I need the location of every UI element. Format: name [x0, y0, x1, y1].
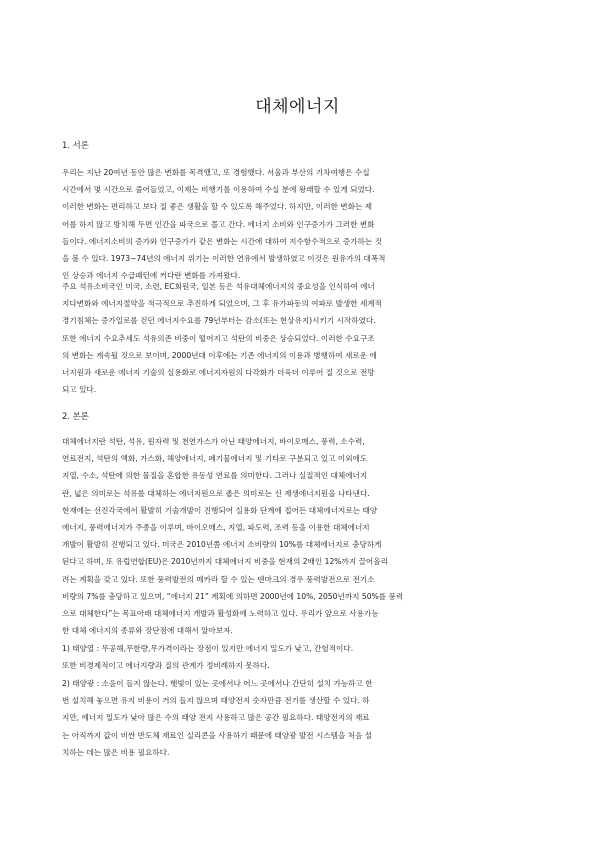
text-line: 비량의 7%를 충당하고 있으며, “에너지 21” 계획에 의하면 2000년에 10%, 2050년까지 50%를 풍력	[62, 591, 404, 601]
text-line: 들이다. 에너지소비의 증가와 인구증가가 같은 변화는 시간에 대하여 지수함수적으로 증가하는 것	[62, 236, 382, 246]
text-line: 란, 넓은 의미로는 석유를 대체하는 에너지원으로 좁은 의미로는 신 재생에너지원을 나타낸다.	[62, 488, 370, 498]
text-line: 려는 계획을 갖고 있다. 또한 풍력발전의 메카라 할 수 있는 덴마크의 경우 풍력발전으로 전기소	[62, 574, 375, 584]
text-line: 의 변화는 계속될 것으로 보이며, 2000년대 이후에는 기존 에너지의 이용과 병행하여 새로운 에	[62, 350, 377, 360]
text-line: 지열, 수소, 석탄에 의한 물질을 혼합한 유동성 연료를 의미한다. 그러나 실질적인 대체에너지	[62, 471, 368, 481]
introduction-paragraph-1	[62, 164, 527, 284]
text-line: 인 상승과 에너지 수급패턴에 커다란 변화를 가져왔다.	[62, 271, 241, 281]
text-line: 또한 비경제적이고 에너지량과 질의 관계가 정비례하지 못하다.	[62, 661, 270, 671]
text-line: 으로 대체한다”는 목표아래 대체에너지 개발과 활성화에 노력하고 있다. 우리가 앞으로 사용가능	[62, 608, 379, 618]
body-paragraph-1	[62, 433, 527, 639]
text-line: 된다고 하며, 또 유럽연합(EU)은 2010년까지 대체에너지 비중을 현재의 2배인 12%까지 끌어올리	[62, 557, 388, 567]
text-line: 어를 하지 않고 방치해 두면 인간을 파국으로 몰고 간다. 에너지 소비와 인구증가가 그러한 변화	[62, 219, 375, 229]
text-line: 한 대체 에너지의 종류와 장단점에 대해서 알아보자.	[62, 626, 233, 636]
document-title: 대체에너지	[255, 97, 340, 117]
text-line: 지다변화와 에너지절약을 적극적으로 추진하게 되었으며, 그 후 유가파동의 여파로 발생한 세계적	[62, 299, 382, 309]
solar-photovoltaic-item	[62, 675, 527, 761]
text-line: 되고 있다.	[62, 385, 97, 395]
text-line: 또한 에너지 수요추세도 석유의존 비중이 떨어지고 석탄의 비중은 상승되었다. 이러한 수요구조	[62, 333, 375, 343]
text-line: 너지원과 새로운 에너지 기술의 실용화로 에너지자원의 다각화가 더욱더 이루어 질 것으로 전망	[62, 367, 375, 377]
text-line: 1) 태양열 : 무공해,무한량,무가격이라는 장점이 있지만 에너지 밀도가 낮고, 간헐적이다.	[62, 644, 354, 653]
text-line: 에너지, 풍력에너지가 주종을 이루며, 바이오매스, 지열, 파도력, 조력 등을 이용한 대체에너지	[62, 522, 370, 532]
section-heading-body: 2. 본론	[62, 411, 89, 421]
text-line: 치하는 데는 많은 비용 필요하다.	[62, 747, 170, 757]
text-line: 을 볼 수 있다. 1973~74년의 에너지 위기는 이러한 연유에서 발생하였고 이것은 원유가의 대폭적	[62, 253, 386, 263]
introduction-paragraph-2	[62, 278, 527, 398]
text-line: 번 설치해 놓으면 유지 비용이 거의 들지 않으며 태양전지 숫자만큼 전기를 생산할 수 있다. 하	[62, 696, 370, 706]
text-line: 우리는 지난 20여년 동안 많은 변화를 목격했고, 또 경험했다. 서울과 부산의 기차여행은 수십	[62, 168, 370, 177]
section-heading-introduction: 1. 서론	[62, 140, 89, 150]
text-line: 이러한 변화는 편리하고 보다 질 좋은 생활을 할 수 있도록 해주었다. 하지만, 이러한 변화는 제	[62, 202, 373, 212]
text-line: 2) 태양광 : 소음이 들지 않는다. 햇빛이 있는 곳에서나 어느 곳에서나 간단히 설치 가능하고 한	[62, 679, 373, 688]
text-line: 지만, 에너지 밀도가 낮아 많은 수의 태양 전지 사용하고 많은 공간 필요하다. 태양전지의 재료	[62, 713, 370, 723]
solar-thermal-item	[62, 640, 527, 674]
text-line: 주요 석유소비국인 미국, 소련, EC회원국, 일본 등은 석유대체에너지의 중요성을 인식하여 에너	[62, 282, 375, 291]
text-line: 현재에는 선진각국에서 활발히 기술개발이 진행되어 실용화 단계에 접어든 대체에너지로는 태양	[62, 505, 378, 515]
text-line: 경기침체는 증가일로를 걷던 에너지수요를 79년부터는 감소(또는 현상유지)시키기 시작하였다.	[62, 316, 376, 326]
text-line: 시간에서 몇 시간으로 줄어들었고, 이제는 비행기를 이용하여 수십 분에 왕래할 수 있게 되었다.	[62, 185, 375, 195]
text-line: 는 아직까지 값이 비싼 반도체 재료인 실리콘을 사용하기 때문에 태양광 발전 시스템을 처음 설	[62, 730, 373, 740]
text-line: 연료전지, 석탄의 액화, 가스화, 해양에너지, 폐기물에너지 및 기타로 구분되고 있고 이외에도	[62, 454, 368, 464]
text-line: 개발이 활발히 진행되고 있다. 미국은 2010년쯤 에너지 소비량의 10%를 대체에너지로 충당하게	[62, 540, 382, 550]
text-line: 대체에너지란 석탄, 석유, 원자력 및 천연가스가 아닌 태양에너지, 바이오매스, 풍력, 소수력,	[62, 437, 365, 446]
